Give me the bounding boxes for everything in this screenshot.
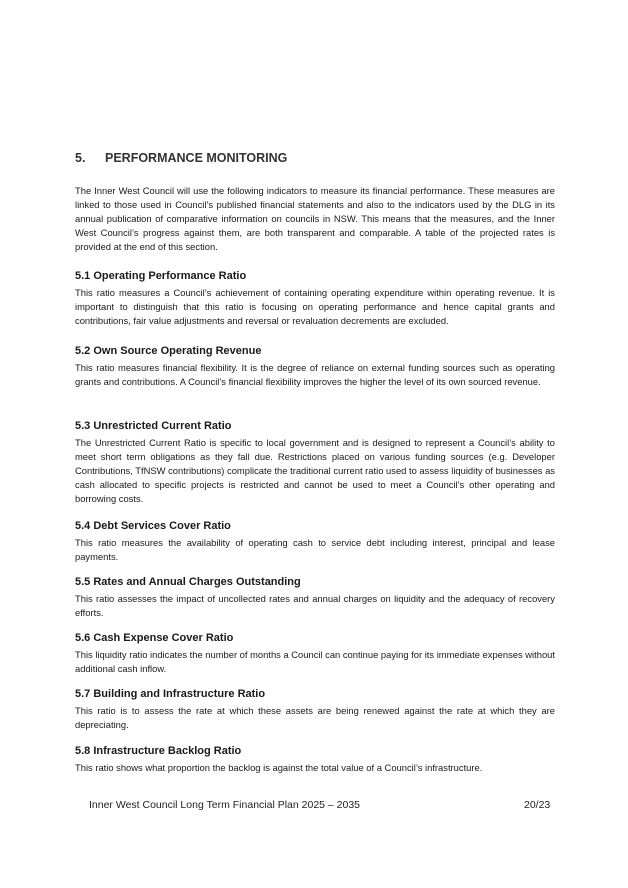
subsection-body: This ratio shows what proportion the backlog is against the total value of a Council’s infrastructure. <box>75 762 483 773</box>
subsection-heading: 5.7 Building and Infrastructure Ratio <box>75 688 266 700</box>
subsection-5-1 <box>75 270 555 328</box>
subsection-5-5 <box>75 576 555 620</box>
subsection-body: This ratio assesses the impact of uncollected rates and annual charges on liquidity and the adequacy of recovery efforts. <box>75 593 555 618</box>
subsection-body: This ratio measures financial flexibility. It is the degree of reliance on external funding sources such as operating grants and contributions. A Council’s financial flexibility improves the higher the level of its own sourced revenue. <box>75 362 555 387</box>
subsection-body: This ratio is to assess the rate at which these assets are being renewed against the rate at which they are depreciating. <box>75 705 555 730</box>
subsection-5-3 <box>75 420 555 506</box>
subsection-heading: 5.3 Unrestricted Current Ratio <box>75 420 232 432</box>
section-number: 5. <box>75 151 86 165</box>
intro-block <box>75 184 555 254</box>
subsection-body: This liquidity ratio indicates the number of months a Council can continue paying for its immediate expenses without additional cash inflow. <box>75 649 555 674</box>
subsection-5-2 <box>75 345 555 389</box>
subsection-heading: 5.8 Infrastructure Backlog Ratio <box>75 745 242 757</box>
subsection-body: This ratio measures a Council’s achievement of containing operating expenditure within operating revenue. It is important to distinguish that this ratio is focusing on operating performance and hence capital grants and contributions, fair value adjustments and reversal or revaluation decrements are excluded. <box>75 287 555 326</box>
subsection-heading: 5.2 Own Source Operating Revenue <box>75 345 262 357</box>
page-number: 20/23 <box>524 799 551 811</box>
subsection-body: This ratio measures the availability of operating cash to service debt including interest, principal and lease payments. <box>75 537 555 562</box>
subsection-5-8 <box>75 745 555 775</box>
section-title: PERFORMANCE MONITORING <box>105 151 288 165</box>
subsection-heading: 5.4 Debt Services Cover Ratio <box>75 520 231 532</box>
footer-title: Inner West Council Long Term Financial Plan 2025 – 2035 <box>89 799 361 811</box>
subsection-5-7 <box>75 688 555 732</box>
section-heading <box>75 151 287 165</box>
subsection-heading: 5.1 Operating Performance Ratio <box>75 270 247 282</box>
subsection-heading: 5.6 Cash Expense Cover Ratio <box>75 632 234 644</box>
subsection-5-6 <box>75 632 555 676</box>
subsection-heading: 5.5 Rates and Annual Charges Outstanding <box>75 576 301 588</box>
subsection-5-4 <box>75 520 555 564</box>
intro-paragraph: The Inner West Council will use the following indicators to measure its financial performance. These measures are linked to those used in Council’s published financial statements and also to the indicators used by the DLG in its annual publication of comparative information on councils in NSW. This means that the measures, and the Inner West Council’s progress against them, are both transparent and comparable. A table of the projected rates is provided at the end of this section. <box>75 185 555 252</box>
subsection-body: The Unrestricted Current Ratio is specific to local government and is designed to represent a Council’s ability to meet short term obligations as they fall due. Restrictions placed on various funding sources (e.g. Developer Contributions, TfNSW contributions) complicate the traditional current ratio used to assess liquidity of businesses as cash allocated to specific projects is restricted and cannot be used to meet a Council’s other operating and borrowing costs. <box>75 437 555 504</box>
